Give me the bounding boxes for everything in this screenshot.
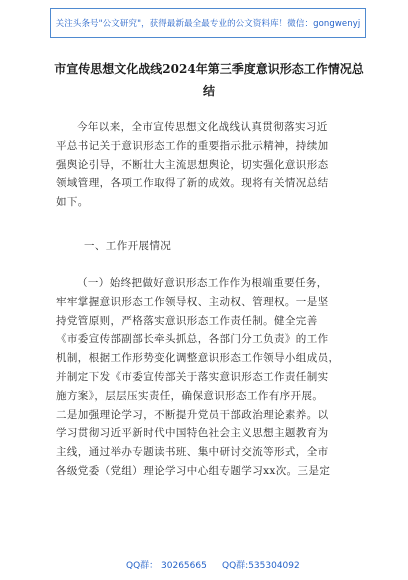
body-line: 二是加强理论学习，不断提升党员干部政治理论素养。以 bbox=[56, 408, 329, 421]
document-title-line-2: 结 bbox=[202, 84, 215, 98]
footer-qq-group-2: QQ群:535304092 bbox=[222, 561, 300, 571]
document-title-line-1: 市宣传思想文化战线2024年第三季度意识形态工作情况总 bbox=[54, 62, 364, 76]
intro-line: 平总书记关于意识形态工作的重要指示批示精神，持续加 bbox=[56, 139, 329, 152]
intro-paragraph bbox=[56, 118, 356, 212]
body-line: 学习贯彻习近平新时代中国特色社会主义思想主题教育为 bbox=[56, 427, 329, 440]
body-line: 《市委宣传部副部长牵头抓总，各部门分工负责》的工作 bbox=[56, 333, 329, 346]
section-heading: 一、工作开展情况 bbox=[84, 240, 172, 252]
body-line: 并制定下发《市委宣传部关于落实意识形态工作责任制实 bbox=[56, 370, 329, 383]
intro-line: 强舆论引导，不断壮大主流思想舆论，切实强化意识形态 bbox=[56, 158, 329, 171]
footer-qq-group-1: QQ群： 30265665 bbox=[126, 561, 207, 571]
body-line: 持党管原则，严格落实意识形态工作责任制。健全完善 bbox=[56, 314, 318, 327]
body-line: （一）始终把做好意识形态工作作为根端重要任务， bbox=[77, 277, 328, 289]
body-line: 各级党委（党组）理论学习中心组专题学习xx次。三是定 bbox=[56, 464, 331, 477]
header-banner bbox=[50, 8, 366, 38]
body-line: 主线，通过举办专题读书班、集中研讨交流等形式，全市 bbox=[56, 446, 329, 459]
banner-text: 关注头条号"公文研究"，获得最新最全最专业的公文资料库！微信：gongwenyj bbox=[55, 19, 361, 29]
intro-line: 今年以来，全市宣传思想文化战线认真贯彻落实习近 bbox=[77, 121, 328, 133]
intro-line: 领域管理，各项工作取得了新的成效。现将有关情况总结 bbox=[56, 177, 329, 190]
body-line: 牢牢掌握意识形态工作领导权、主动权、管理权。一是坚 bbox=[56, 295, 329, 308]
intro-line: 如下。 bbox=[56, 196, 89, 209]
body-paragraph bbox=[56, 274, 356, 481]
body-line: 施方案》，层层压实责任，确保意识形态工作有序开展。 bbox=[56, 389, 324, 402]
body-line: 机制，根据工作形势变化调整意识形态工作领导小组成员， bbox=[56, 352, 340, 365]
